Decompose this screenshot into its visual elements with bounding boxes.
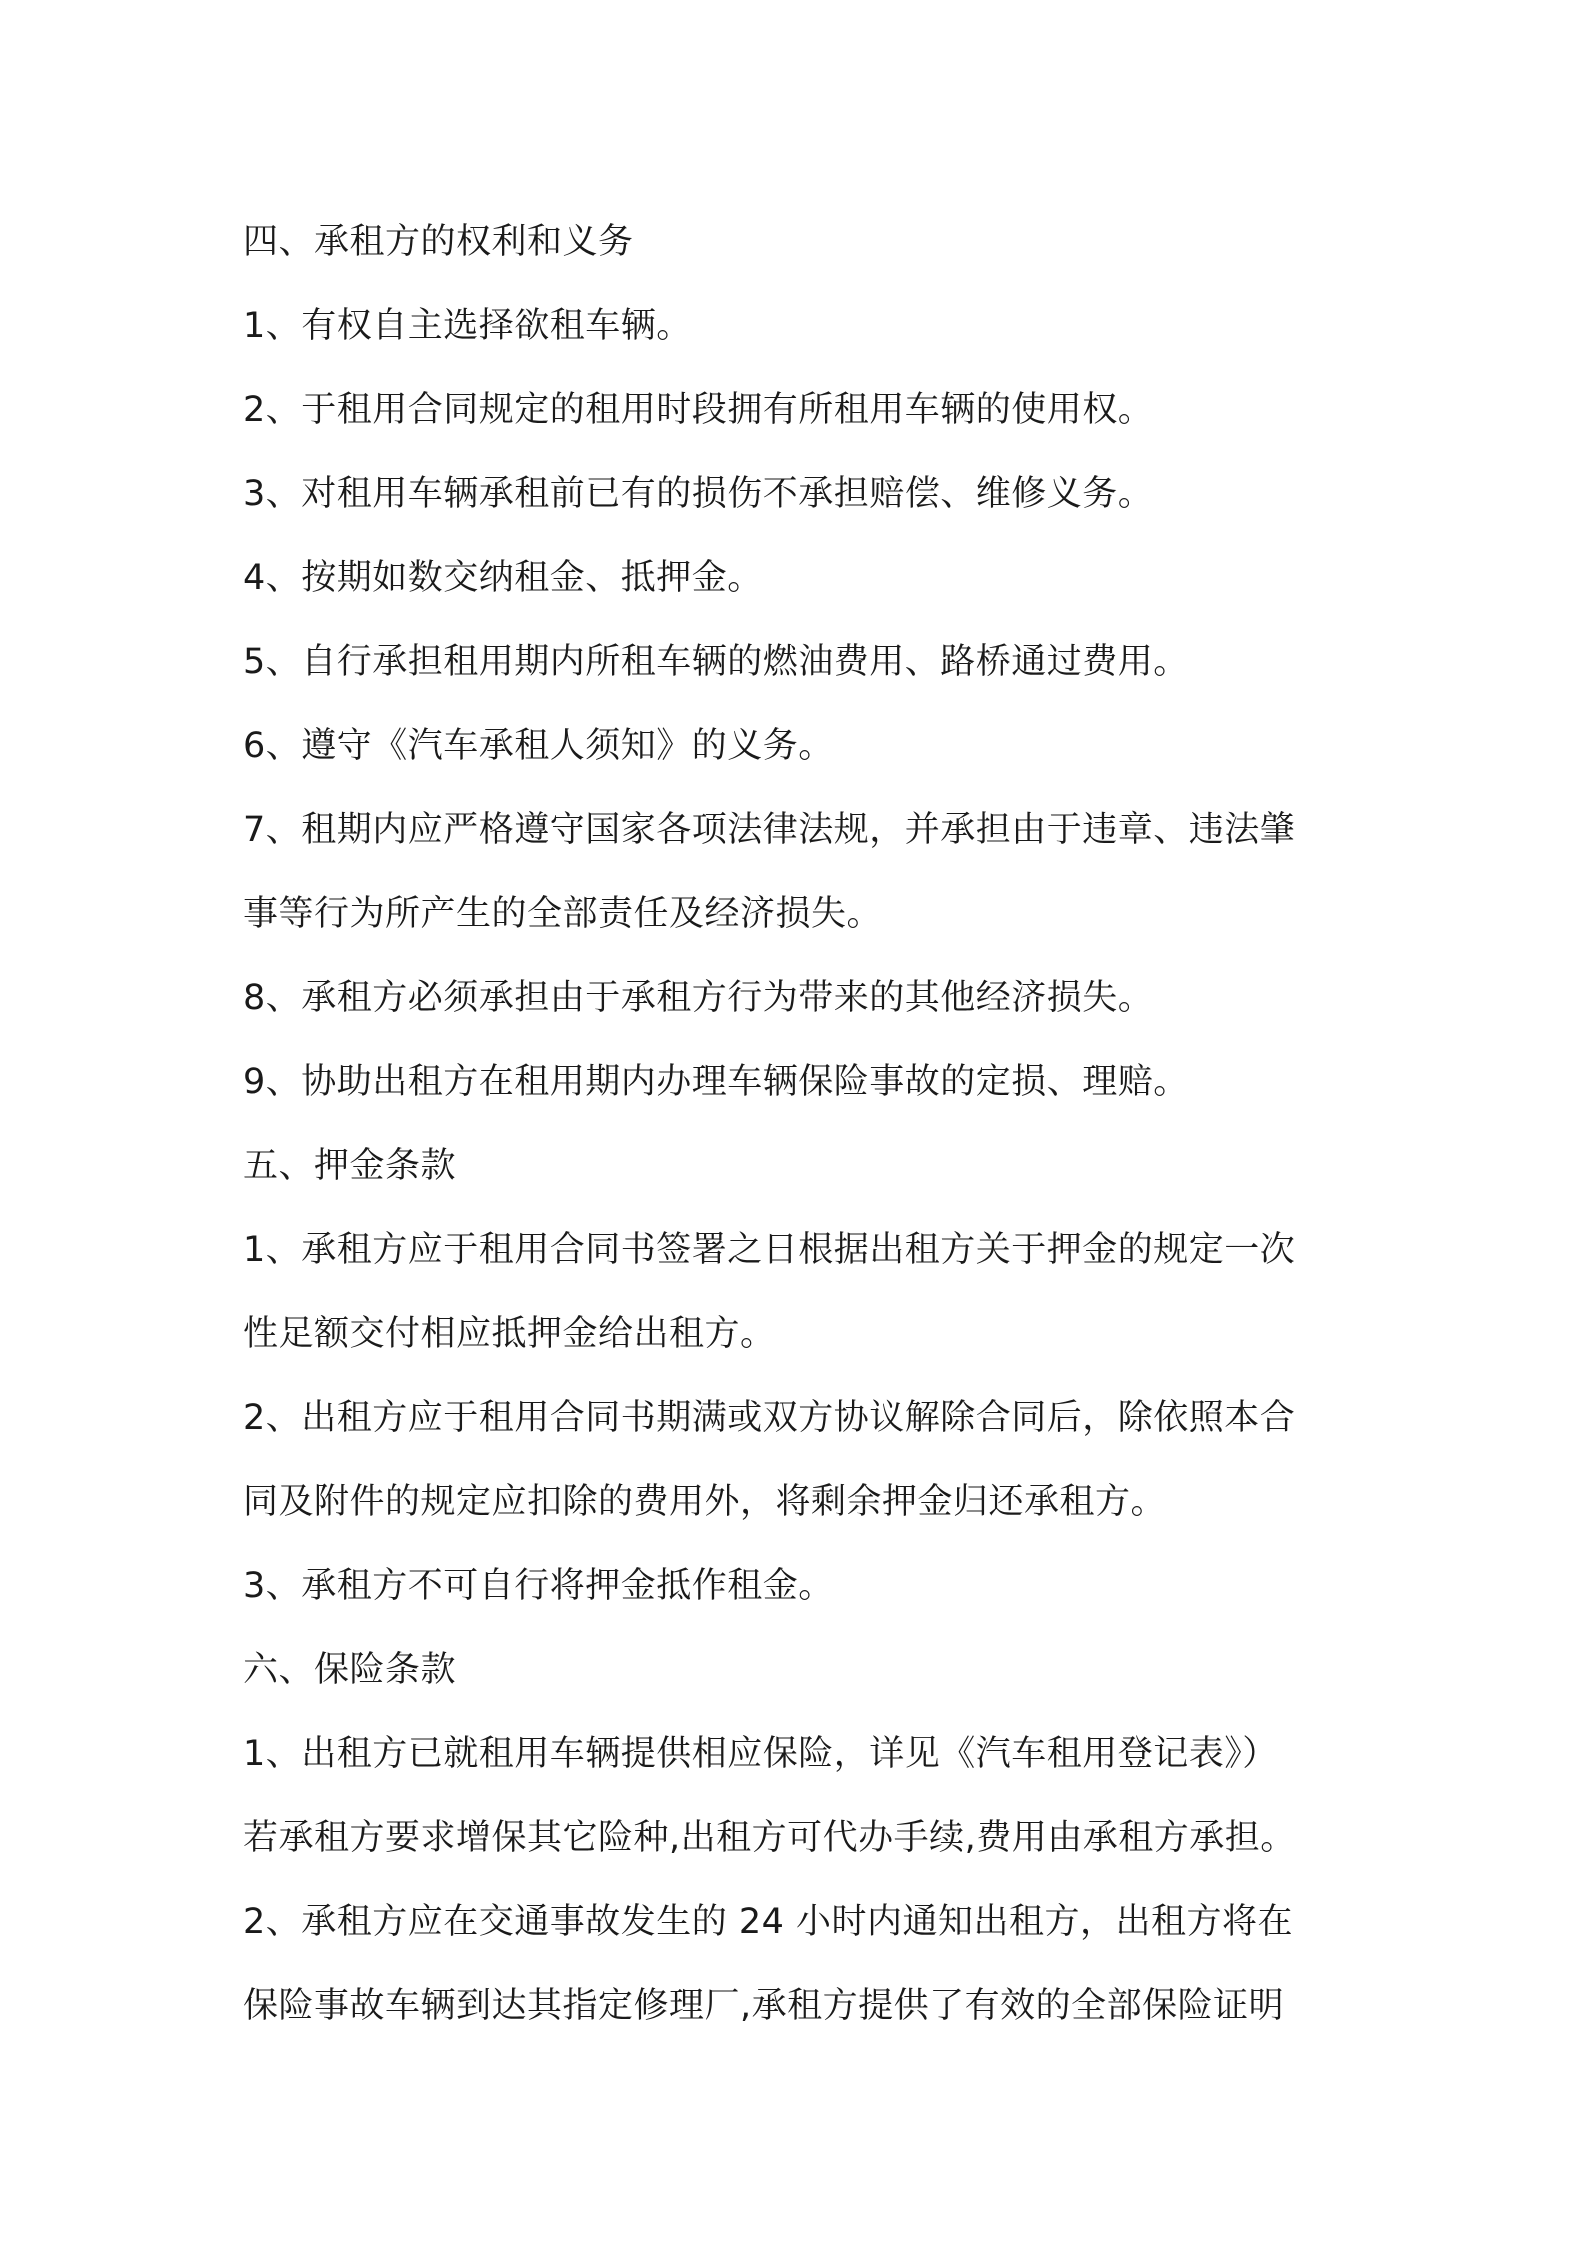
clause-5-2-line1: 2、出租方应于租用合同书期满或双方协议解除合同后，除依照本合 bbox=[243, 1398, 1296, 1438]
clause-6-1-line2: 若承租方要求增保其它险种,出租方可代办手续,费用由承租方承担。 bbox=[243, 1818, 1296, 1858]
clause-4-5: 5、自行承担租用期内所租车辆的燃油费用、路桥通过费用。 bbox=[243, 642, 1189, 682]
document-body bbox=[243, 200, 1363, 2048]
clause-6-1-line1: 1、出租方已就租用车辆提供相应保险，详见《汽车租用登记表》） bbox=[243, 1734, 1278, 1774]
section-heading-lessee-rights: 四、承租方的权利和义务 bbox=[243, 222, 634, 262]
clause-4-4: 4、按期如数交纳租金、抵押金。 bbox=[243, 558, 763, 598]
clause-5-1-line1: 1、承租方应于租用合同书签署之日根据出租方关于押金的规定一次 bbox=[243, 1230, 1296, 1270]
clause-4-7-line2: 事等行为所产生的全部责任及经济损失。 bbox=[243, 894, 883, 934]
clause-6-2-line2: 保险事故车辆到达其指定修理厂,承租方提供了有效的全部保险证明 bbox=[243, 1986, 1285, 2026]
clause-6-2-line1: 2、承租方应在交通事故发生的 24 小时内通知出租方，出租方将在 bbox=[243, 1902, 1294, 1942]
clause-4-3: 3、对租用车辆承租前已有的损伤不承担赔偿、维修义务。 bbox=[243, 474, 1154, 514]
clause-5-1-line2: 性足额交付相应抵押金给出租方。 bbox=[243, 1314, 776, 1354]
clause-4-6: 6、遵守《汽车承租人须知》的义务。 bbox=[243, 726, 834, 766]
clause-5-2-line2: 同及附件的规定应扣除的费用外，将剩余押金归还承租方。 bbox=[243, 1482, 1167, 1522]
clause-4-1: 1、有权自主选择欲租车辆。 bbox=[243, 306, 692, 346]
clause-4-9: 9、协助出租方在租用期内办理车辆保险事故的定损、理赔。 bbox=[243, 1062, 1189, 1102]
clause-4-8: 8、承租方必须承担由于承租方行为带来的其他经济损失。 bbox=[243, 978, 1154, 1018]
clause-4-7-line1: 7、租期内应严格遵守国家各项法律法规，并承担由于违章、违法肇 bbox=[243, 810, 1296, 850]
clause-5-3: 3、承租方不可自行将押金抵作租金。 bbox=[243, 1566, 834, 1606]
section-heading-insurance: 六、保险条款 bbox=[243, 1650, 457, 1690]
clause-4-2: 2、于租用合同规定的租用时段拥有所租用车辆的使用权。 bbox=[243, 390, 1154, 430]
section-heading-deposit: 五、押金条款 bbox=[243, 1146, 457, 1186]
